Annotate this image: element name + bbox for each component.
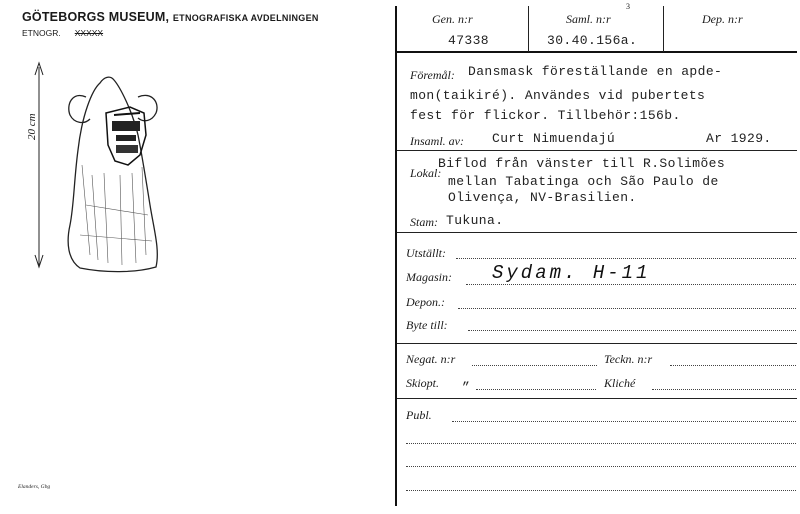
lokal-line-1: Biflod från vänster till R.Solimões (438, 156, 726, 171)
department-code: ETNOGR. XXXXX (22, 28, 104, 38)
rule-1 (397, 150, 797, 151)
foremal-line-2: mon(taikiré). Användes vid pubertets (410, 88, 706, 103)
rule-3 (397, 343, 797, 344)
printer-imprint: Elanders, Gbg (18, 484, 51, 490)
rule-4 (397, 398, 797, 399)
magasin-line (466, 284, 796, 285)
lokal-line-3: Olivença, NV-Brasilien. (448, 190, 637, 205)
utstallt-line (456, 258, 796, 259)
saml-value: 30.40.156a. (547, 33, 638, 48)
publ-line-4 (406, 490, 796, 491)
kliche-label: Kliché (604, 376, 636, 390)
top-fields-divider-1 (528, 6, 529, 52)
stam-value: Tukuna. (446, 213, 504, 228)
lokal-label: Lokal: (410, 166, 442, 180)
skiopt-value: „ (462, 372, 471, 387)
publ-line-2 (406, 443, 796, 444)
byte-label: Byte till: (406, 318, 448, 332)
magasin-label: Magasin: (406, 270, 452, 284)
depon-label: Depon.: (406, 295, 445, 309)
negat-label: Negat. n:r (406, 352, 456, 366)
insaml-value: Curt Nimuendajú (492, 131, 616, 146)
stam-label: Stam: (410, 215, 438, 229)
foremal-line-3: fest för flickor. Tillbehör:156b. (410, 108, 681, 123)
gen-value: 47338 (448, 33, 490, 48)
publ-line-1 (452, 421, 796, 422)
card-divider (395, 6, 397, 506)
department-name: ETNOGRAFISKA AVDELNINGEN (172, 13, 319, 23)
dep-label: Dep. n:r (702, 12, 743, 26)
insaml-year: Ar 1929. (706, 131, 772, 146)
scale-label: 20 cm (26, 113, 38, 140)
kliche-line (652, 389, 796, 390)
gen-label: Gen. n:r (432, 12, 473, 26)
depon-line (458, 308, 796, 309)
insaml-label: Insaml. av: (410, 134, 464, 148)
struck-word: XXXXX (74, 28, 104, 38)
skiopt-label: Skiopt. (406, 376, 439, 390)
publ-label: Publ. (406, 408, 432, 422)
byte-line (468, 330, 796, 331)
foremal-line-1: Dansmask föreställande en apde- (468, 64, 723, 79)
top-fields-rule (397, 51, 797, 53)
saml-label: Saml. n:r (566, 12, 611, 26)
rule-2 (397, 232, 797, 233)
negat-line (472, 365, 597, 366)
utstallt-label: Utställt: (406, 246, 447, 260)
mask-sketch (20, 55, 170, 280)
museum-name: GÖTEBORGS MUSEUM, ETNOGRAFISKA AVDELNINGEN (22, 10, 319, 24)
skiopt-line (476, 389, 596, 390)
top-fields-divider-2 (663, 6, 664, 52)
publ-line-3 (406, 466, 796, 467)
foremal-label: Föremål: (410, 68, 455, 82)
magasin-value: Sydam. H-11 (492, 262, 651, 284)
teckn-label: Teckn. n:r (604, 352, 653, 366)
lokal-line-2: mellan Tabatinga och São Paulo de (448, 174, 719, 189)
teckn-line (670, 365, 796, 366)
saml-mark: 3 (626, 2, 630, 11)
